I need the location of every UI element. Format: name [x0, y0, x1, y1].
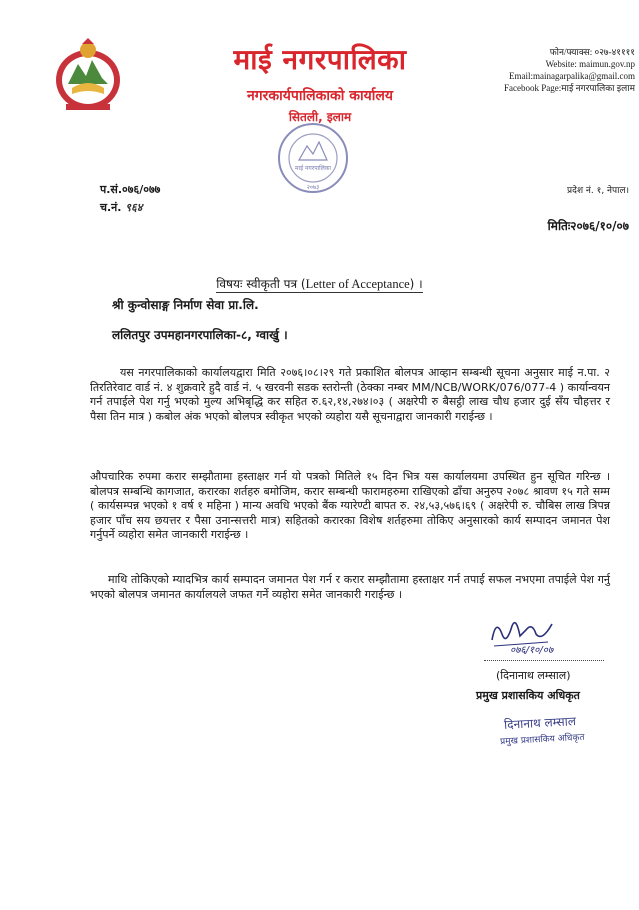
signature-date: ०७६/१०/०७ — [510, 645, 554, 656]
dispatch-number — [100, 200, 142, 215]
signatory-name: (दिनानाथ लम्साल) — [496, 669, 571, 682]
contact-facebook: Facebook Page:माई नगरपालिका इलाम — [504, 83, 635, 93]
subject-close: ) । — [409, 277, 423, 291]
reference-number: प.सं.०७६/०७७ — [100, 183, 161, 196]
name-stamp: दिनानाथ लम्साल — [503, 714, 577, 732]
municipality-title: माई नगरपालिका — [233, 43, 407, 76]
office-subtitle: नगरकार्यपालिकाको कार्यालय — [247, 88, 393, 104]
letter-date: मितिः२०७६/१०/०७ — [547, 219, 629, 233]
office-location: सितली, इलाम — [288, 110, 352, 124]
addressee-name: श्री कुन्वोसाङ्ग निर्माण सेवा प्रा.लि. — [112, 298, 259, 312]
svg-text:माई नगरपालिका: माई नगरपालिका — [295, 165, 331, 172]
contact-website: Website: maimun.gov.np — [545, 59, 635, 69]
nepal-emblem-logo — [52, 38, 124, 116]
signature-line — [484, 660, 604, 661]
contact-phone: फोन/फ्याक्स: ०२७-४११११ — [549, 47, 635, 57]
contact-email: Email:mainagarpalika@gmail.com — [509, 71, 635, 81]
dispatch-label: च.नं. — [100, 201, 122, 214]
province-text: प्रदेश नं. १, नेपाल। — [567, 186, 629, 196]
addressee-address: ललितपुर उपमहानगरपालिका-८, ग्वार्खु । — [112, 328, 288, 342]
subject-label: विषयः स्वीकृती पत्र ( — [216, 277, 306, 291]
dispatch-handwritten: ९६४ — [125, 201, 143, 214]
title-stamp: प्रमुख प्रशासकिय अधिकृत — [499, 732, 585, 748]
body-paragraph-1: यस नगरपालिकाको कार्यालयद्वारा मिति २०७६।०८।२९ गते प्रकाशित बोलपत्र आव्हान सम्बन्धी सूचना अनुसार माई न.पा. २ तिरतिरेवाट वार्ड नं. ४ शुक्रवारे हुदै वार्ड नं. ५ खरवनी सडक स्तरोन्ती (ठेक्का नम्बर MM/NCB/WORK/076/077-4 ) कार्यान्वयन गर्न तपाईले पेश गर्नु भएको मुल्य अभिबृद्धि कर सहित रु.६२,१४,२७४।०३ ( अक्षरेपी रु बैसट्ठी लाख चौध हजार दुई सँय चौहत्तर र पैसा तिन मात्र ) कबोल अंक भएको बोलपत्र स्वीकृत भएको व्यहोरा यसै सूचनाद्वारा जानकारी गराईन्छ । — [90, 366, 610, 423]
svg-text:२०७३: २०७३ — [306, 184, 320, 191]
signatory-title: प्रमुख प्रशासकिय अधिकृत — [476, 689, 580, 702]
subject-english: Letter of Acceptance — [305, 277, 410, 291]
body-paragraph-3: माथि तोकिएको म्यादभित्र कार्य सम्पादन जमानत पेश गर्न र करार सम्झौतामा हस्ताक्षर गर्न तपाई सफल नभएमा तपाईले पेश गर्नु भएको बोलपत्र जमानत कार्यालयले जफत गर्ने व्यहोरा समेत जानकारी गराईन्छ । — [90, 573, 610, 601]
office-seal-stamp — [275, 120, 351, 196]
subject-line — [0, 275, 639, 292]
body-paragraph-2: औपचारिक रुपमा करार सम्झौतामा हस्ताक्षर गर्न यो पत्रको मितिले १५ दिन भित्र यस कार्यालयमा उपस्थित हुन सूचित गरिन्छ । बोलपत्र सम्बन्धि कागजात, करारका शर्तहरु बमोजिम, करार सम्बन्धी फारामहरुमा राखिएको ढाँचा अनुरुप २०७८ श्रावण १५ गते सम्म ( कार्यसम्पन्न भएको १ वर्ष १ महिना ) मान्य अवधि भएको बैंक ग्यारेण्टी बापत रु. २४,५३,५७६।६९ ( अक्षरेपी रु. चौबिस लाख त्रिपन्न हजार पाँच सय छयत्तर र पैसा उनान्सत्तरी मात्र) सहितको करारका विशेष शर्तहरुमा तोकिए अनुसारको कार्य सम्पादन जमानत पेश गर्नुपर्ने व्यहोरा समेत जानकारी गराईन्छ । — [90, 470, 610, 541]
